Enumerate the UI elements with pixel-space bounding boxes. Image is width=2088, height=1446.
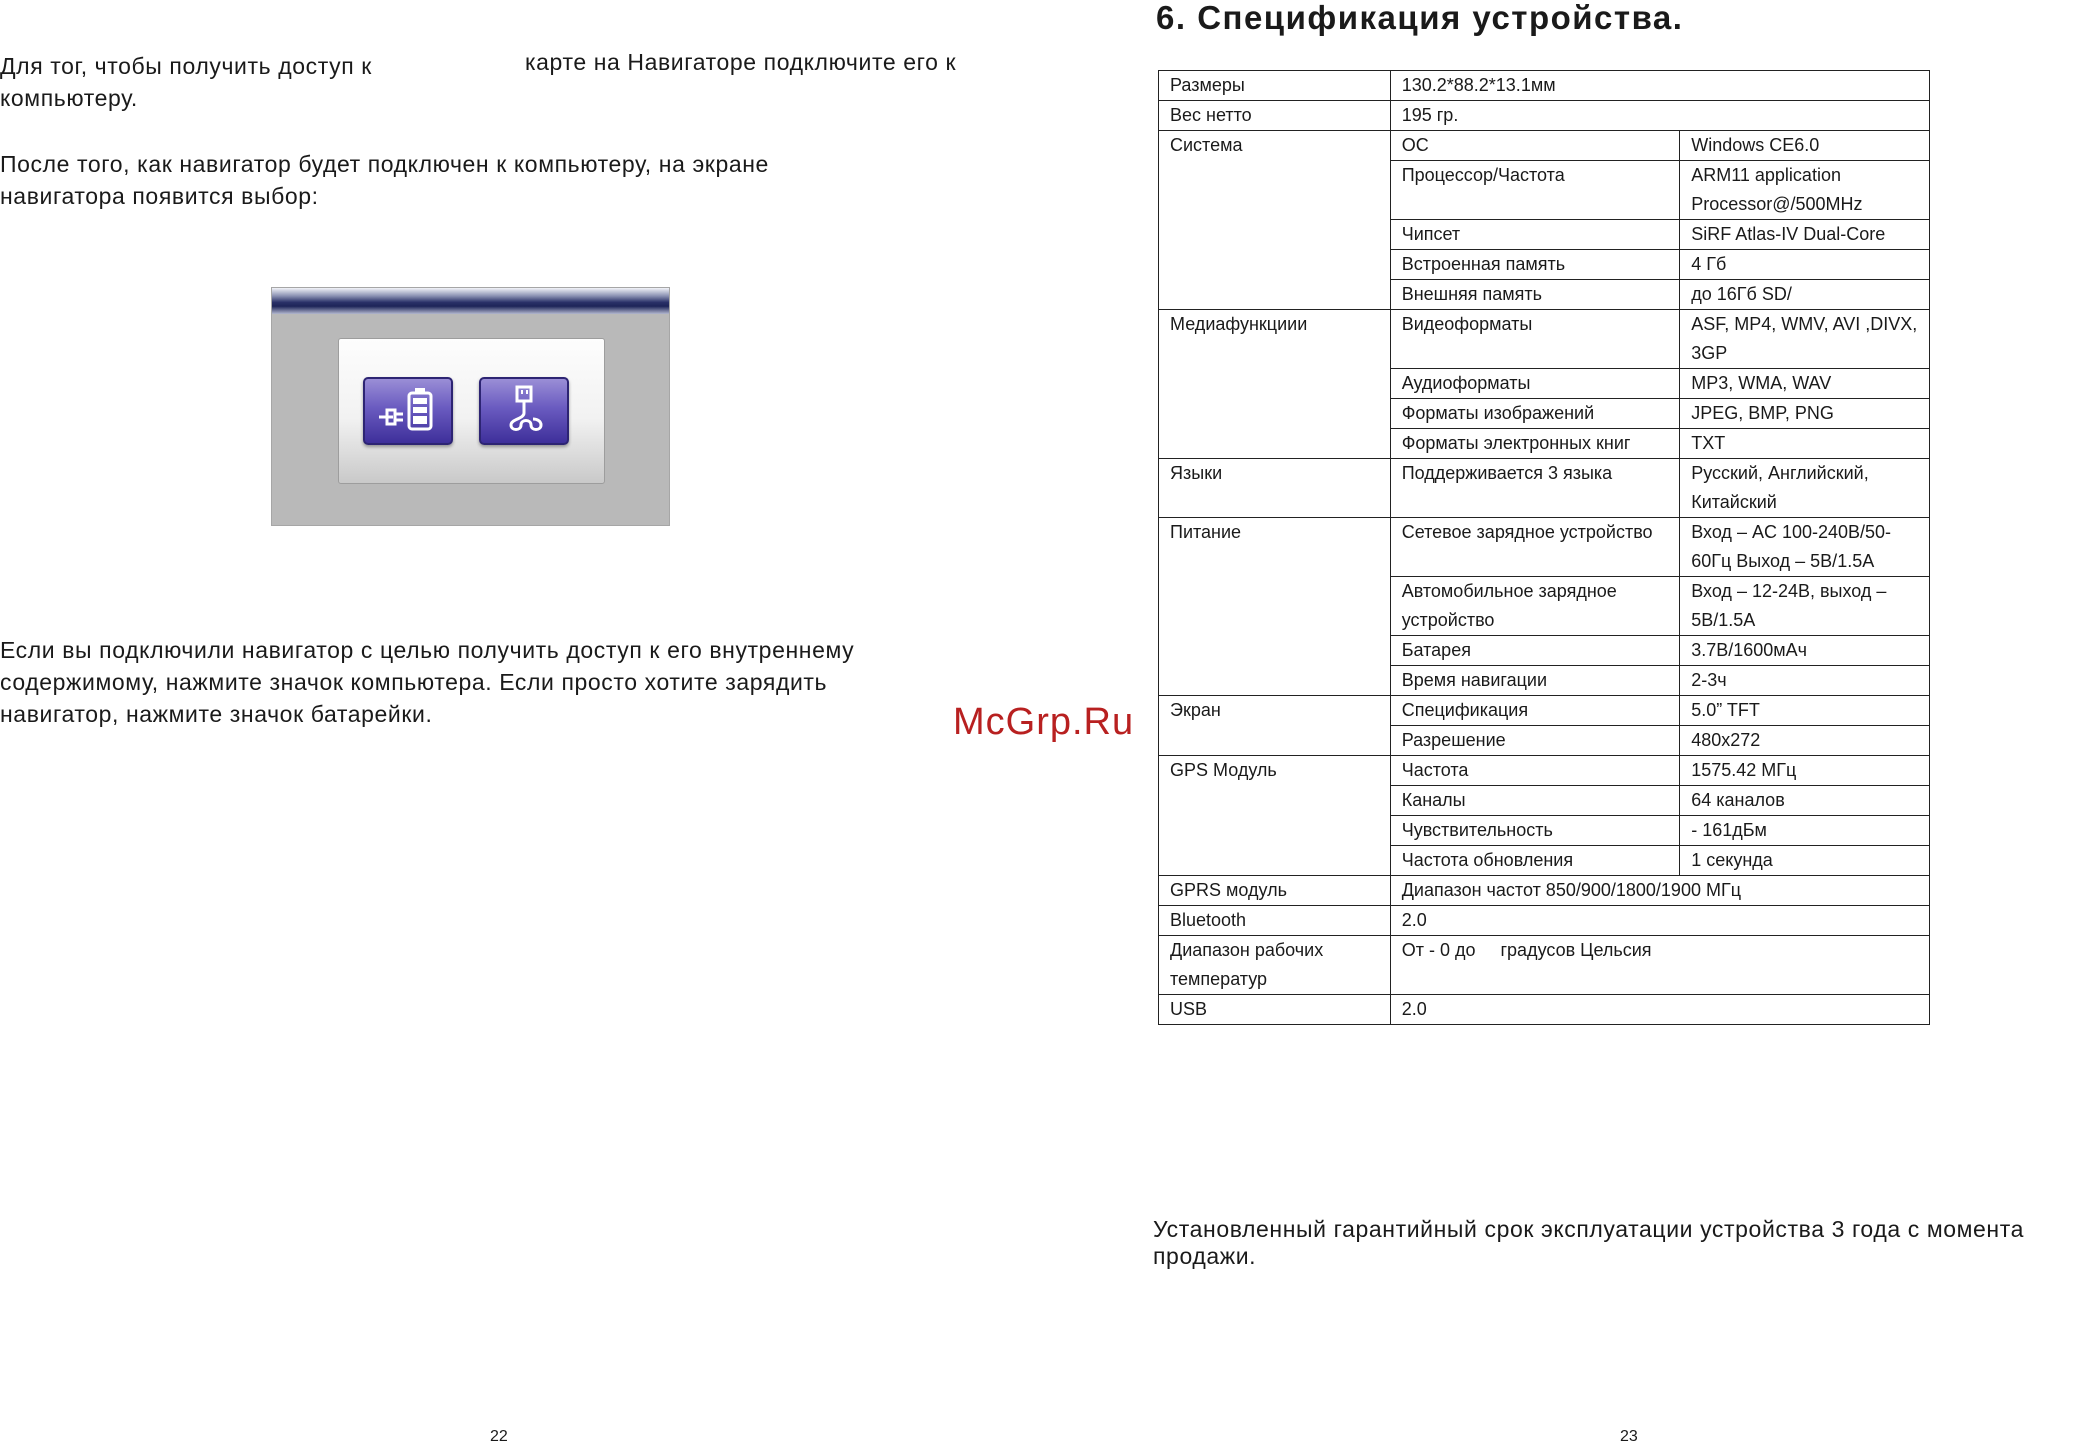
spec-value: 64 каналов — [1680, 786, 1930, 816]
spec-value: 4 Гб — [1680, 250, 1930, 280]
table-row — [1159, 101, 1930, 131]
spec-value: От - 0 до градусов Цельсия — [1390, 936, 1929, 995]
connection-choice-paragraph: После того, как навигатор будет подключен к компьютеру, на экране навигатора появится выбор: — [0, 151, 769, 209]
warranty-note: Установленный гарантийный срок эксплуатации устройства 3 года с момента продажи. — [1153, 1216, 2024, 1269]
spec-label: Чувствительность — [1390, 816, 1680, 846]
page-number-right: 23 — [1620, 1428, 1638, 1445]
connect-instruction-start: Для тог, чтобы получить доступ к компьютеру. — [0, 53, 372, 111]
spec-label: Внешняя память — [1390, 280, 1680, 310]
spec-group-label: Медиафункциии — [1159, 310, 1391, 459]
table-row — [1159, 310, 1930, 369]
spec-value: ARM11 application Processor@/500MHz — [1680, 161, 1930, 220]
spec-group-label: Экран — [1159, 696, 1391, 756]
charge-mode-button[interactable] — [363, 377, 453, 445]
spec-label: ОС — [1390, 131, 1680, 161]
spec-value: 195 гр. — [1390, 101, 1929, 131]
spec-label: Сетевое зарядное устройство — [1390, 518, 1680, 577]
page-number-left: 22 — [490, 1428, 508, 1445]
spec-value: MP3, WMA, WAV — [1680, 369, 1930, 399]
spec-value: 2.0 — [1390, 995, 1929, 1025]
spec-label: Bluetooth — [1159, 906, 1391, 936]
device-choice-panel — [338, 338, 605, 484]
spec-group-label: Питание — [1159, 518, 1391, 696]
spec-label: Разрешение — [1390, 726, 1680, 756]
spec-label: Батарея — [1390, 636, 1680, 666]
spec-value: - 161дБм — [1680, 816, 1930, 846]
spec-group-label: Языки — [1159, 459, 1391, 518]
spec-value: Диапазон частот 850/900/1800/1900 МГц — [1390, 876, 1929, 906]
battery-charge-icon — [365, 379, 451, 443]
spec-value: JPEG, BMP, PNG — [1680, 399, 1930, 429]
table-row — [1159, 131, 1930, 161]
watermark-text: McGrp.Ru — [953, 701, 1135, 743]
device-connection-prompt-image — [271, 287, 670, 526]
spec-label: Чипсет — [1390, 220, 1680, 250]
spec-value: TXT — [1680, 429, 1930, 459]
spec-value: Русский, Английский, Китайский — [1680, 459, 1930, 518]
spec-group-label: Система — [1159, 131, 1391, 310]
table-row — [1159, 518, 1930, 577]
table-row — [1159, 876, 1930, 906]
table-row — [1159, 936, 1930, 995]
spec-value: 130.2*88.2*13.1мм — [1390, 71, 1929, 101]
spec-label: Диапазон рабочих температур — [1159, 936, 1391, 995]
spec-label: GPRS модуль — [1159, 876, 1391, 906]
connect-instruction-continued: карте на Навигаторе подключите его к — [525, 49, 957, 75]
spec-label: Частота — [1390, 756, 1680, 786]
spec-value: Вход – AC 100-240В/50-60Гц Выход – 5В/1.5А — [1680, 518, 1930, 577]
spec-label: Вес нетто — [1159, 101, 1391, 131]
spec-value: до 16Гб SD/ — [1680, 280, 1930, 310]
usb-cable-icon — [481, 379, 567, 443]
spec-value: Вход – 12-24В, выход – 5В/1.5А — [1680, 577, 1930, 636]
spec-value: 2-3ч — [1680, 666, 1930, 696]
spec-label: Автомобильное зарядное устройство — [1390, 577, 1680, 636]
spec-value: ASF, MP4, WMV, AVI ,DIVX, 3GP — [1680, 310, 1930, 369]
usb-mode-button[interactable] — [479, 377, 569, 445]
table-row — [1159, 71, 1930, 101]
spec-label: Спецификация — [1390, 696, 1680, 726]
spec-label: Аудиоформаты — [1390, 369, 1680, 399]
table-row — [1159, 906, 1930, 936]
spec-label: Процессор/Частота — [1390, 161, 1680, 220]
spec-label: Встроенная память — [1390, 250, 1680, 280]
spec-value: 5.0” TFT — [1680, 696, 1930, 726]
spec-label: USB — [1159, 995, 1391, 1025]
specification-table — [1158, 70, 1930, 1025]
table-row — [1159, 696, 1930, 726]
spec-group-label: GPS Модуль — [1159, 756, 1391, 876]
spec-value: 3.7В/1600мАч — [1680, 636, 1930, 666]
spec-value: Windows CE6.0 — [1680, 131, 1930, 161]
device-title-bar — [272, 288, 669, 314]
spec-value: SiRF Atlas-IV Dual-Core — [1680, 220, 1930, 250]
spec-label: Каналы — [1390, 786, 1680, 816]
spec-label: Время навигации — [1390, 666, 1680, 696]
spec-value: 1575.42 МГц — [1680, 756, 1930, 786]
spec-value: 1 секунда — [1680, 846, 1930, 876]
table-row — [1159, 756, 1930, 786]
spec-label: Форматы изображений — [1390, 399, 1680, 429]
spec-value: 2.0 — [1390, 906, 1929, 936]
table-row — [1159, 995, 1930, 1025]
table-row — [1159, 459, 1930, 518]
spec-label: Размеры — [1159, 71, 1391, 101]
spec-value: 480x272 — [1680, 726, 1930, 756]
spec-label: Частота обновления — [1390, 846, 1680, 876]
charge-or-access-paragraph: Если вы подключили навигатор с целью получить доступ к его внутреннему содержимому, нажмите значок компьютера. Если просто хотите зарядить навигатор, нажмите значок батарейки. — [0, 637, 855, 727]
spec-label: Поддерживается 3 языка — [1390, 459, 1680, 518]
page-title: 6. Спецификация устройства. — [1156, 0, 1684, 36]
spec-label: Форматы электронных книг — [1390, 429, 1680, 459]
spec-label: Видеоформаты — [1390, 310, 1680, 369]
